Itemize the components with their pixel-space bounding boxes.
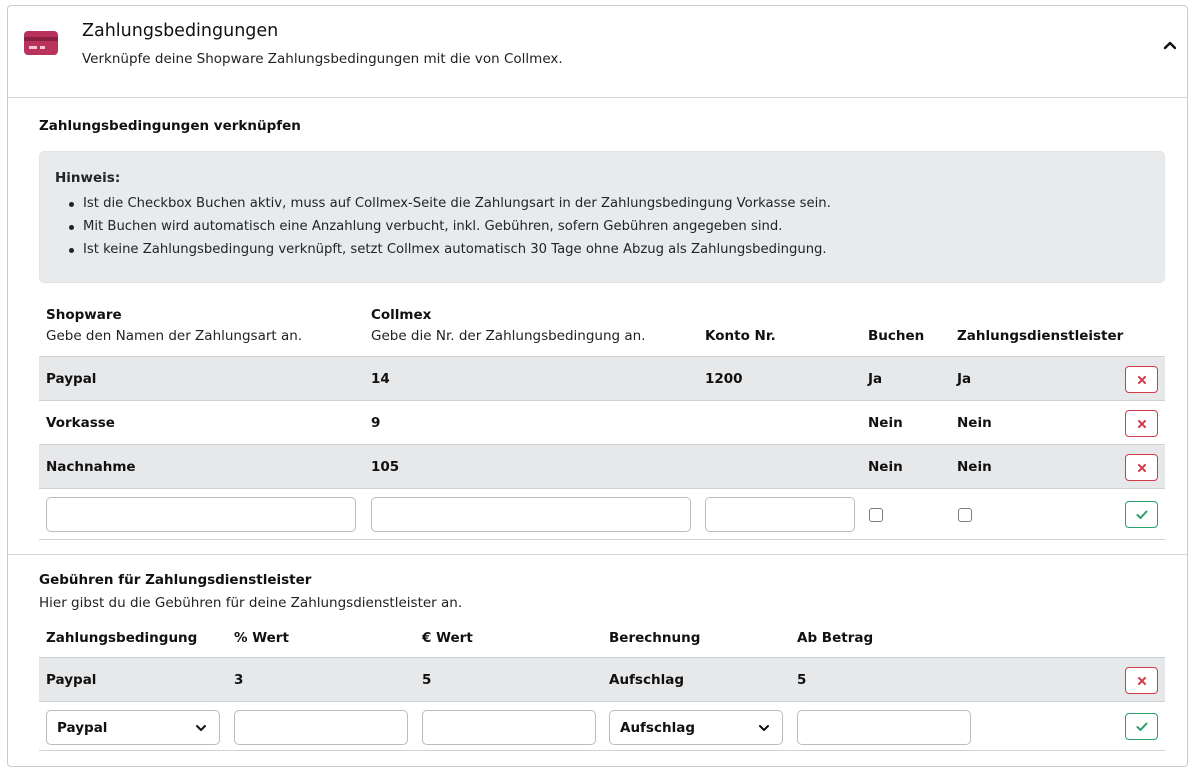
- table-row: [39, 657, 1165, 701]
- card-subtitle: Verknüpfe deine Shopware Zahlungsbedingungen mit die von Collmex.: [82, 51, 563, 67]
- dienstleister-checkbox[interactable]: [958, 508, 972, 522]
- cell-bedingung: Paypal: [46, 672, 97, 688]
- cell-collmex: 105: [371, 459, 400, 475]
- hint-title: Hinweis:: [55, 170, 121, 186]
- hint-item: Ist keine Zahlungsbedingung verknüpft, setzt Collmex automatisch 30 Tage ohne Abzug als Zahlungsbedingung.: [69, 238, 831, 261]
- col-subheader-collmex: Gebe die Nr. der Zahlungsbedingung an.: [371, 328, 646, 344]
- link-section-title: Zahlungsbedingungen verknüpfen: [39, 118, 301, 134]
- table-row: [39, 356, 1165, 400]
- close-icon: [1137, 676, 1147, 686]
- chevron-up-icon[interactable]: [1161, 36, 1179, 54]
- delete-button[interactable]: [1125, 667, 1158, 694]
- shopware-name-input[interactable]: [46, 497, 356, 532]
- cell-euro: 5: [422, 672, 432, 688]
- col-header-shopware: Shopware: [46, 307, 122, 323]
- calculation-select-value: Aufschlag: [620, 719, 695, 736]
- fees-section-subtitle: Hier gibst du die Gebühren für deine Zahlungsdienstleister an.: [39, 595, 463, 611]
- cell-shopware: Vorkasse: [46, 415, 115, 431]
- close-icon: [1137, 463, 1147, 473]
- add-fee-button[interactable]: [1125, 713, 1158, 740]
- add-entry-button[interactable]: [1125, 501, 1158, 528]
- cell-dienstleister: Nein: [957, 459, 992, 475]
- col-header-bedingung: Zahlungsbedingung: [46, 630, 198, 646]
- percent-value-input[interactable]: [234, 710, 408, 745]
- new-fee-row: [39, 701, 1165, 751]
- card-title: Zahlungsbedingungen: [82, 21, 279, 41]
- cell-ab-betrag: 5: [797, 672, 807, 688]
- cell-berechnung: Aufschlag: [609, 672, 684, 688]
- payment-term-select[interactable]: [46, 710, 220, 745]
- section-divider: [8, 554, 1187, 555]
- payment-term-select-value: Paypal: [57, 719, 108, 736]
- table-row: [39, 400, 1165, 444]
- col-header-prozent: % Wert: [234, 630, 289, 646]
- cell-dienstleister: Ja: [957, 371, 972, 387]
- credit-card-icon: [24, 31, 58, 55]
- calculation-select[interactable]: [609, 710, 783, 745]
- col-header-collmex: Collmex: [371, 307, 432, 323]
- close-icon: [1137, 375, 1147, 385]
- check-icon: [1136, 722, 1148, 732]
- cell-buchen: Ja: [868, 371, 883, 387]
- fees-section-title: Gebühren für Zahlungsdienstleister: [39, 572, 312, 588]
- cell-collmex: 14: [371, 371, 390, 387]
- cell-shopware: Nachnahme: [46, 459, 136, 475]
- card-header[interactable]: [8, 6, 1187, 98]
- close-icon: [1137, 419, 1147, 429]
- hint-item: Mit Buchen wird automatisch eine Anzahlung verbucht, inkl. Gebühren, sofern Gebühren angegeben sind.: [69, 215, 831, 238]
- col-header-konto: Konto Nr.: [705, 328, 776, 344]
- cell-buchen: Nein: [868, 415, 903, 431]
- col-header-ab-betrag: Ab Betrag: [797, 630, 874, 646]
- payment-terms-card: [7, 5, 1188, 767]
- col-subheader-shopware: Gebe den Namen der Zahlungsart an.: [46, 328, 303, 344]
- konto-number-input[interactable]: [705, 497, 855, 532]
- cell-dienstleister: Nein: [957, 415, 992, 431]
- delete-button[interactable]: [1125, 454, 1158, 481]
- col-header-euro: € Wert: [422, 630, 473, 646]
- hint-list: [69, 192, 831, 261]
- chevron-down-icon: [195, 723, 207, 733]
- cell-prozent: 3: [234, 672, 244, 688]
- collmex-number-input[interactable]: [371, 497, 691, 532]
- cell-konto: 1200: [705, 371, 743, 387]
- cell-buchen: Nein: [868, 459, 903, 475]
- table-row: [39, 444, 1165, 488]
- cell-collmex: 9: [371, 415, 381, 431]
- hint-item: Ist die Checkbox Buchen aktiv, muss auf Collmex-Seite die Zahlungsart in der Zahlungsbedingung Vorkasse sein.: [69, 192, 831, 215]
- col-header-dienstleister: Zahlungsdienstleister: [957, 328, 1124, 344]
- euro-value-input[interactable]: [422, 710, 596, 745]
- buchen-checkbox[interactable]: [869, 508, 883, 522]
- delete-button[interactable]: [1125, 366, 1158, 393]
- new-entry-row: [39, 488, 1165, 540]
- chevron-down-icon: [758, 723, 770, 733]
- delete-button[interactable]: [1125, 410, 1158, 437]
- cell-shopware: Paypal: [46, 371, 97, 387]
- check-icon: [1136, 510, 1148, 520]
- hint-box: [39, 151, 1165, 283]
- min-amount-input[interactable]: [797, 710, 971, 745]
- col-header-buchen: Buchen: [868, 328, 925, 344]
- col-header-berechnung: Berechnung: [609, 630, 701, 646]
